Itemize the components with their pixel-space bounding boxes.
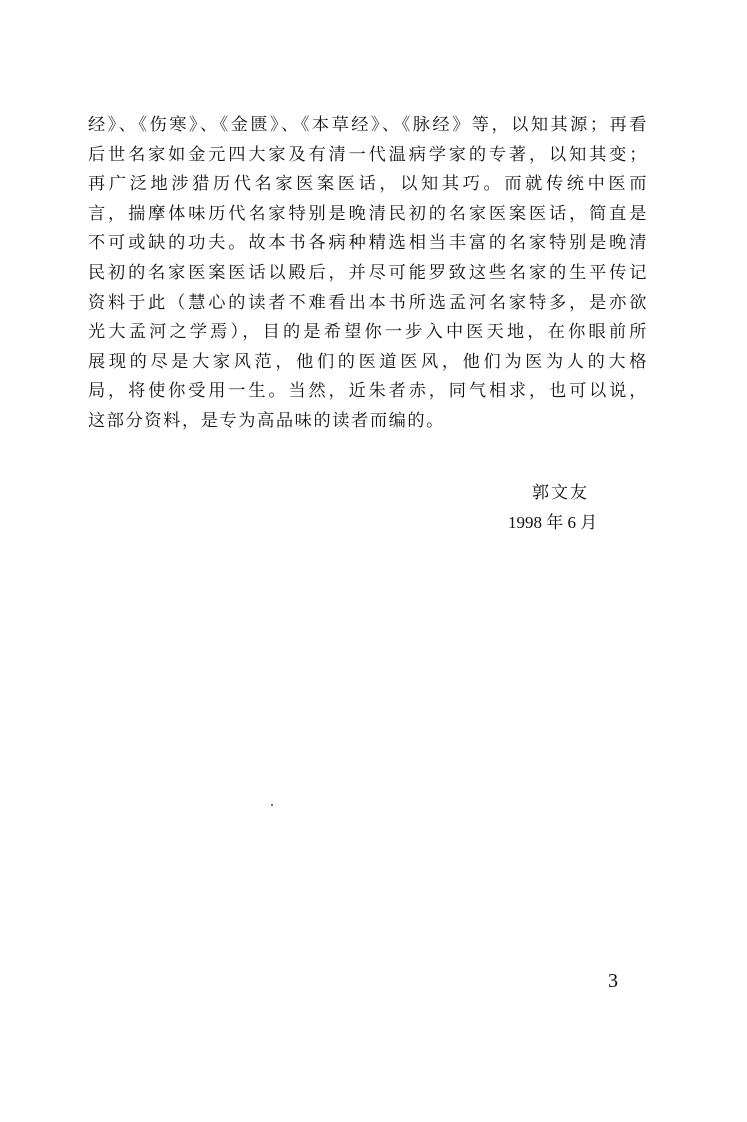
author-name: 郭文友 (532, 483, 589, 503)
text-line: 民初的名家医案医话以殿后，并尽可能罗致这些名家的生平传记 (88, 262, 648, 283)
text-line: 后世名家如金元四大家及有清一代温病学家的专著，以知其变； (88, 144, 648, 165)
text-line: 经》、《伤寒》、《金匮》、《本草经》、《脉经》等，以知其源；再看 (88, 115, 648, 135)
text-line: 这部分资料，是专为高品味的读者而编的。 (88, 410, 445, 431)
text-line: 再广泛地涉猎历代名家医案医话，以知其巧。而就传统中医而 (88, 174, 648, 195)
text-line: 局，将使你受用一生。当然，近朱者赤，同气相求，也可以说， (88, 381, 648, 402)
text-line: 光大孟河之学焉），目的是希望你一步入中医天地，在你眼前所 (88, 322, 648, 343)
text-line: 资料于此（慧心的读者不难看出本书所选孟河名家特多，是亦欲 (88, 292, 648, 313)
text-line: 展现的尽是大家风范，他们的医道医风，他们为医为人的大格 (88, 351, 648, 372)
text-line: 言，揣摩体味历代名家特别是晚清民初的名家医案医话，简直是 (88, 203, 648, 224)
signature-date: 1998 年 6 月 (508, 513, 598, 532)
body-paragraph (88, 111, 648, 437)
text-line: 不可或缺的功夫。故本书各病种精选相当丰富的名家特别是晚清 (88, 233, 648, 254)
scan-speck (271, 804, 273, 806)
page-number: 3 (608, 970, 618, 992)
